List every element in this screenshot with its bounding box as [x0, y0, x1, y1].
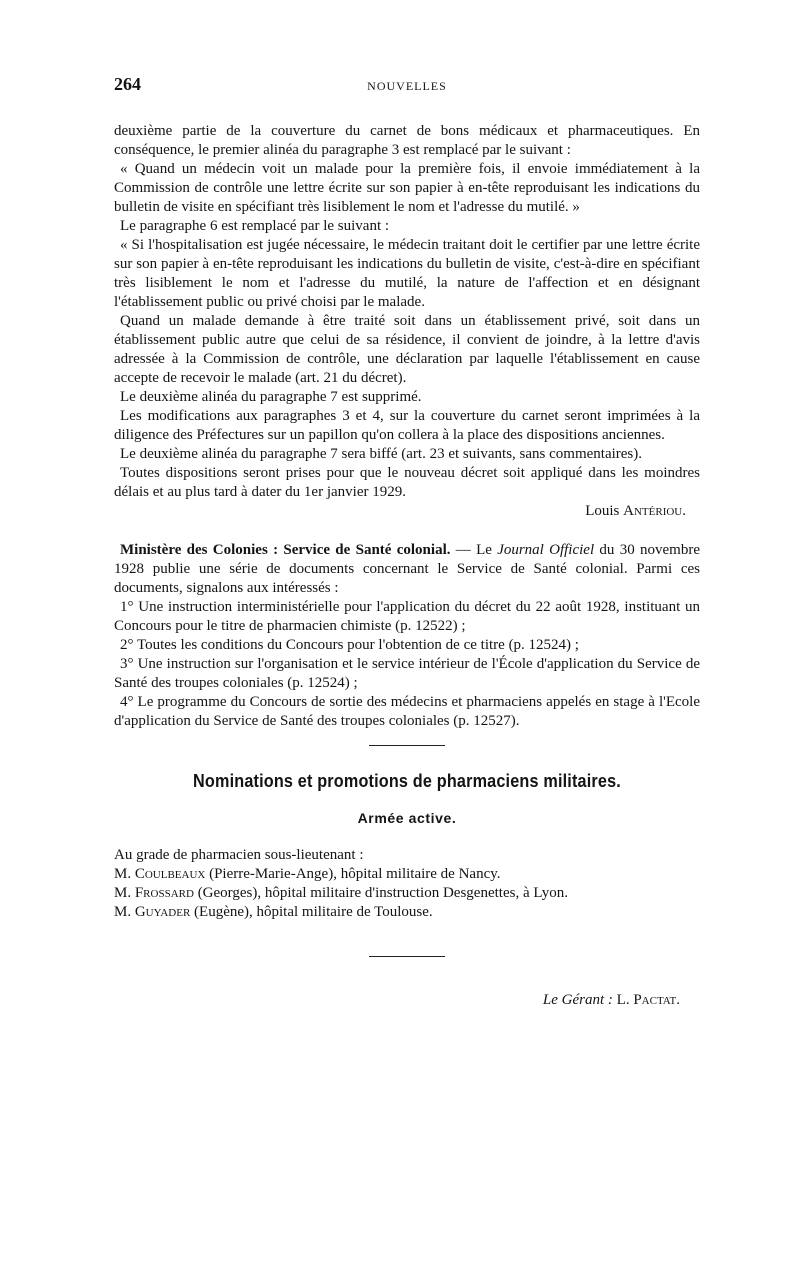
nominations-list — [114, 846, 700, 922]
paragraph: Les modifications aux paragraphes 3 et 4, sur la couverture du carnet seront imprimées à la diligence des Préfectures sur un papillon qu'on collera à la place des dispositions anciennes. — [114, 408, 700, 443]
grade-line: Au grade de pharmacien sous-lieutenant : — [114, 847, 364, 863]
gerant-label: Le Gérant : — [542, 992, 617, 1008]
author-first-name: Louis — [585, 503, 620, 519]
running-head: NOUVELLES — [367, 79, 447, 93]
list-item: 3° Une instruction sur l'organisation et le service intérieur de l'École d'application du Service de Santé des troupes coloniales (p. 12524) ; — [114, 656, 700, 691]
section-title: Nominations et promotions de pharmaciens militaires. — [193, 771, 621, 791]
paragraph: « Quand un médecin voit un malade pour la première fois, il envoie immédiatement à la Commission de contrôle une lettre écrite sur son papier à en-tête reproduisant les indications du bulletin de visite en spécifiant très lisiblement le nom et l'adresse du mutilé. » — [114, 161, 700, 215]
paragraph: Le deuxième alinéa du paragraphe 7 est supprimé. — [120, 389, 422, 405]
paragraph: « Si l'hospitalisation est jugée nécessaire, le médecin traitant doit le certifier par une lettre écrite sur son papier à en-tête reproduisant les indications du bulletin de visite, c'est-à-dire en spécifiant très lisiblement le nom et l'adresse du mutilé, la nature de l'affection et en désignant l'établissement public ou privé choisi par le malade. — [114, 237, 700, 310]
entry-details: (Pierre-Marie-Ange), hôpital militaire de Nancy. — [205, 866, 501, 882]
article-decree-modifications — [114, 122, 700, 521]
paragraph: Toutes dispositions seront prises pour que le nouveau décret soit appliqué dans les moindres délais et au plus tard à dater du 1er janvier 1929. — [114, 465, 700, 500]
entry-prefix: M. — [114, 904, 135, 920]
article-heading: Ministère des Colonies : Service de Santé colonial. — [120, 542, 451, 558]
author-last-name: Antériou. — [623, 503, 686, 519]
nomination-entry — [114, 865, 700, 884]
subsection-title: Armée active. — [357, 810, 457, 826]
article-colonial-health-service — [114, 541, 700, 731]
intro-text: — Le — [450, 542, 498, 558]
entry-details: (Georges), hôpital militaire d'instruction Desgenettes, à Lyon. — [193, 885, 568, 901]
author-signature — [114, 502, 686, 521]
list-item: 1° Une instruction interministérielle pour l'application du décret du 22 août 1928, instituant un Concours pour le titre de pharmacien chimiste (p. 12522) ; — [114, 599, 700, 634]
nomination-entry — [114, 903, 700, 922]
list-item: 4° Le programme du Concours de sortie des médecins et pharmaciens appelés en stage à l'Ecole d'application du Service de Santé des troupes coloniales (p. 12527). — [114, 694, 700, 729]
entry-details: (Eugène), hôpital militaire de Toulouse. — [190, 904, 433, 920]
entry-prefix: M. — [114, 885, 135, 901]
page-number: 264 — [114, 74, 141, 94]
entry-prefix: M. — [114, 866, 135, 882]
page-header — [114, 74, 700, 98]
paragraph: deuxième partie de la couverture du carnet de bons médicaux et pharmaceutiques. En conséquence, le premier alinéa du paragraphe 3 est remplacé par le suivant : — [114, 123, 700, 158]
entry-name: Guyader — [134, 904, 191, 920]
list-item: 2° Toutes les conditions du Concours pour l'obtention de ce titre (p. 12524) ; — [120, 637, 579, 653]
intro-text: du 30 novembre 1928 publie une série de documents concernant le Service de Santé colonial. Parmi ces documents, signalons aux intéressés : — [114, 542, 700, 596]
entry-name: Coulbeaux — [134, 866, 206, 882]
paragraph: Le paragraphe 6 est remplacé par le suivant : — [120, 218, 390, 234]
article-intro — [114, 541, 700, 598]
gerant-name: Pactat. — [633, 992, 680, 1008]
journal-name: Journal Officiel — [497, 542, 595, 558]
entry-name: Frossard — [134, 885, 194, 901]
paragraph: Le deuxième alinéa du paragraphe 7 sera biffé (art. 23 et suivants, sans commentaires). — [120, 446, 643, 462]
nomination-entry — [114, 884, 700, 903]
gerant-line — [114, 991, 680, 1010]
section-divider — [369, 745, 445, 746]
paragraph: Quand un malade demande à être traité soit dans un établissement privé, soit dans un établissement public autre que celui de sa résidence, il convient de joindre, à la lettre d'avis adressée à la Commission de contrôle, une déclaration par laquelle l'établissement en cause accepte de recevoir le malade (art. 21 du décret). — [114, 313, 700, 386]
page-body — [114, 122, 700, 1010]
section-divider — [369, 956, 445, 957]
gerant-initial: L. — [616, 992, 634, 1008]
